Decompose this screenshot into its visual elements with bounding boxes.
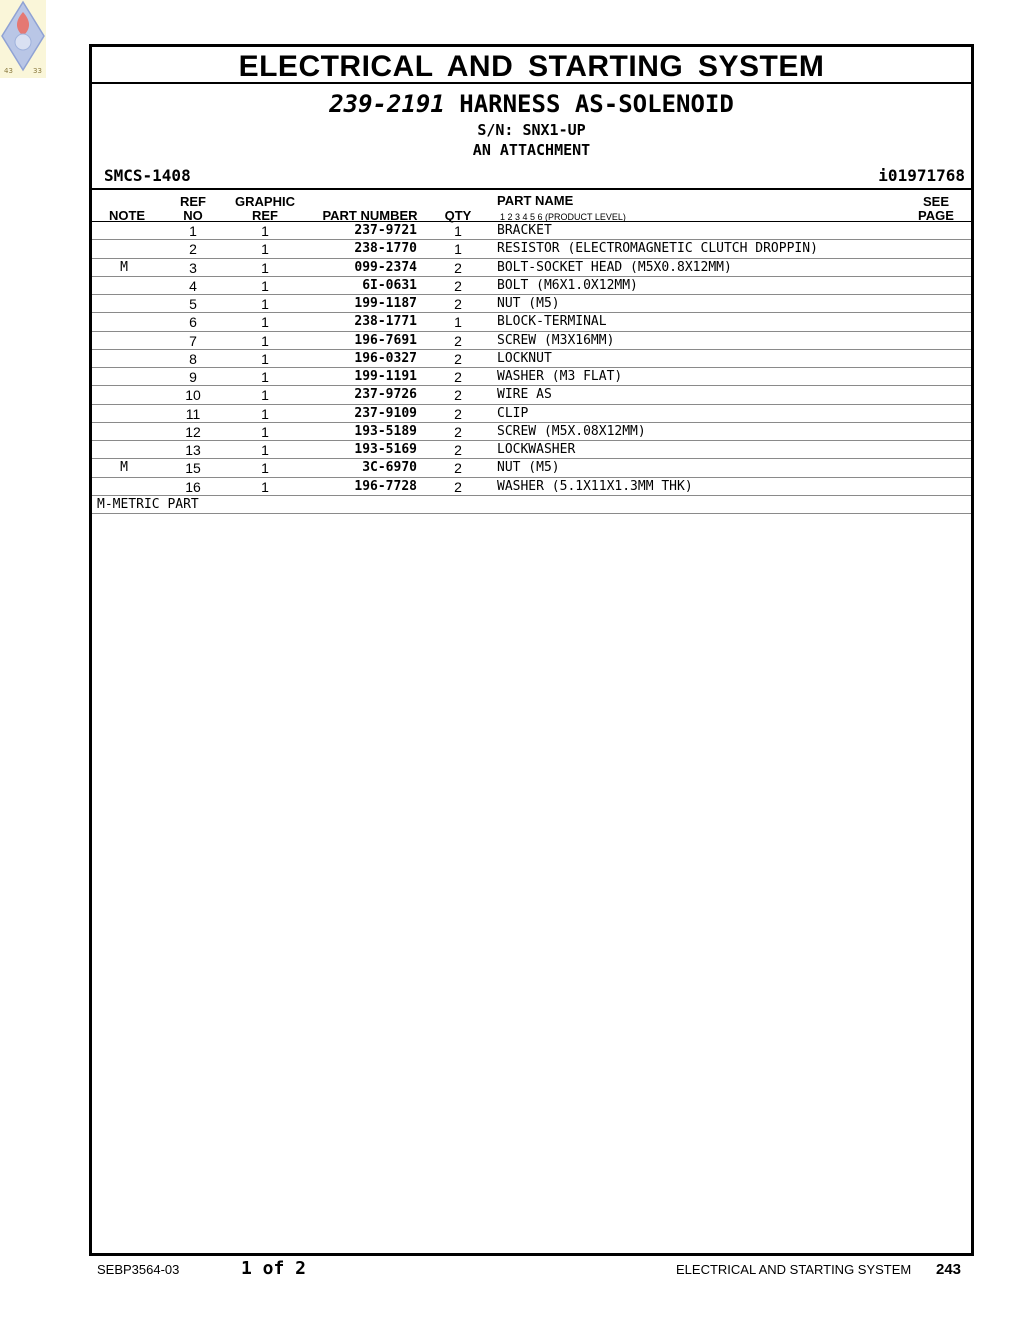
table-row bbox=[92, 405, 971, 423]
part-qty: 2 bbox=[454, 369, 462, 385]
header-top-rule bbox=[92, 188, 971, 190]
part-qty: 2 bbox=[454, 332, 462, 349]
part-graphic-ref: 1 bbox=[261, 369, 269, 385]
col-qty: QTY bbox=[444, 208, 472, 223]
part-graphic-ref: 1 bbox=[261, 387, 269, 404]
table-row bbox=[92, 259, 971, 277]
part-ref-no: 11 bbox=[185, 405, 201, 422]
part-number: 193-5189 bbox=[354, 423, 417, 439]
publisher-logo bbox=[0, 0, 46, 78]
note-legend: M-METRIC PART bbox=[97, 496, 199, 512]
part-graphic-ref: 1 bbox=[261, 241, 269, 258]
illustration-id: i01971768 bbox=[878, 166, 965, 185]
part-name: NUT (M5) bbox=[497, 296, 560, 311]
part-qty: 2 bbox=[454, 350, 462, 367]
table-row bbox=[92, 350, 971, 368]
col-ref-top: REF bbox=[180, 194, 206, 209]
part-graphic-ref: 1 bbox=[261, 423, 269, 440]
part-name: WASHER (M3 FLAT) bbox=[497, 369, 623, 384]
part-graphic-ref: 1 bbox=[261, 259, 269, 276]
part-graphic-ref: 1 bbox=[261, 223, 269, 239]
table-row bbox=[92, 423, 971, 441]
part-number: 099-2374 bbox=[354, 259, 417, 275]
footer-section: ELECTRICAL AND STARTING SYSTEM bbox=[676, 1262, 912, 1277]
part-name: WASHER (5.1X11X1.3MM THK) bbox=[497, 478, 693, 494]
col-ref-bottom: NO bbox=[183, 208, 203, 223]
part-qty: 2 bbox=[454, 296, 462, 312]
part-ref-no: 15 bbox=[185, 460, 201, 477]
part-graphic-ref: 1 bbox=[261, 314, 269, 331]
part-note: M bbox=[120, 259, 128, 275]
part-number: 196-7728 bbox=[354, 478, 417, 494]
col-part-number: PART NUMBER bbox=[322, 208, 418, 223]
part-ref-no: 2 bbox=[189, 241, 197, 258]
part-ref-no: 7 bbox=[189, 332, 197, 349]
part-qty: 2 bbox=[454, 405, 462, 422]
table-row bbox=[92, 459, 971, 477]
part-name: BRACKET bbox=[497, 223, 552, 238]
part-number: 237-9726 bbox=[354, 387, 417, 403]
part-name: RESISTOR (ELECTROMAGNETIC CLUTCH DROPPIN) bbox=[497, 241, 818, 257]
part-ref-no: 13 bbox=[185, 442, 201, 458]
parts-list-frame bbox=[89, 44, 974, 1256]
part-graphic-ref: 1 bbox=[261, 277, 269, 294]
section-title: ELECTRICAL AND STARTING SYSTEM bbox=[92, 47, 971, 84]
part-name: CLIP bbox=[497, 405, 529, 421]
part-ref-no: 12 bbox=[185, 423, 201, 440]
part-qty: 1 bbox=[454, 241, 462, 258]
part-name: BLOCK-TERMINAL bbox=[497, 314, 607, 330]
table-row bbox=[92, 313, 971, 331]
footer-doc-number: SEBP3564-03 bbox=[97, 1262, 180, 1277]
part-number: 199-1191 bbox=[354, 369, 417, 384]
attachment-label: AN ATTACHMENT bbox=[472, 141, 591, 159]
part-graphic-ref: 1 bbox=[261, 460, 269, 477]
part-ref-no: 8 bbox=[189, 350, 197, 367]
part-ref-no: 16 bbox=[185, 478, 201, 495]
part-name: BOLT-SOCKET HEAD (M5X0.8X12MM) bbox=[497, 259, 732, 275]
part-name: SCREW (M5X.08X12MM) bbox=[497, 423, 646, 439]
part-number: 3C-6970 bbox=[362, 460, 417, 476]
logo-number-right: 33 bbox=[33, 67, 42, 75]
table-row bbox=[92, 222, 971, 240]
part-graphic-ref: 1 bbox=[261, 405, 269, 422]
part-number: 193-5169 bbox=[354, 442, 417, 457]
logo-number-left: 43 bbox=[4, 67, 13, 75]
col-product-levels: 1 2 3 4 5 6 (PRODUCT LEVEL) bbox=[500, 212, 626, 222]
part-graphic-ref: 1 bbox=[261, 442, 269, 458]
part-note: M bbox=[120, 460, 128, 476]
part-number: 238-1771 bbox=[354, 314, 417, 330]
part-number: 196-7691 bbox=[354, 332, 417, 348]
part-ref-no: 3 bbox=[189, 259, 197, 276]
part-name: LOCKNUT bbox=[497, 350, 552, 366]
part-ref-no: 6 bbox=[189, 314, 197, 331]
part-qty: 2 bbox=[454, 277, 462, 294]
part-graphic-ref: 1 bbox=[261, 332, 269, 349]
col-part-name: PART NAME bbox=[497, 193, 574, 208]
footer-page-of: 1 of 2 bbox=[241, 1258, 307, 1279]
part-qty: 1 bbox=[454, 223, 462, 239]
parts-table-body bbox=[92, 222, 971, 514]
col-see-bottom: PAGE bbox=[918, 208, 954, 223]
col-graphic-bottom: REF bbox=[252, 208, 278, 223]
table-row bbox=[92, 441, 971, 459]
col-note: NOTE bbox=[108, 208, 146, 223]
part-name: NUT (M5) bbox=[497, 460, 560, 476]
part-ref-no: 1 bbox=[189, 223, 197, 239]
part-ref-no: 5 bbox=[189, 296, 197, 312]
col-graphic-top: GRAPHIC bbox=[235, 194, 295, 209]
part-graphic-ref: 1 bbox=[261, 296, 269, 312]
part-graphic-ref: 1 bbox=[261, 478, 269, 495]
assembly-part-number: 239-2191 bbox=[329, 90, 445, 118]
table-row bbox=[92, 240, 971, 258]
part-qty: 2 bbox=[454, 460, 462, 477]
part-graphic-ref: 1 bbox=[261, 350, 269, 367]
part-number: 196-0327 bbox=[354, 350, 417, 366]
footer-page-number: 243 bbox=[936, 1261, 962, 1278]
part-qty: 2 bbox=[454, 259, 462, 276]
part-ref-no: 10 bbox=[185, 387, 201, 404]
part-number: 238-1770 bbox=[354, 241, 417, 257]
part-qty: 2 bbox=[454, 387, 462, 404]
part-ref-no: 9 bbox=[189, 369, 197, 385]
table-row bbox=[92, 332, 971, 350]
part-number: 237-9721 bbox=[354, 223, 417, 238]
part-name: BOLT (M6X1.0X12MM) bbox=[497, 277, 638, 293]
col-see-top: SEE bbox=[922, 194, 949, 209]
part-ref-no: 4 bbox=[189, 277, 197, 294]
smcs-code: SMCS-1408 bbox=[104, 166, 191, 185]
part-name: WIRE AS bbox=[497, 387, 552, 403]
assembly-name: HARNESS AS-SOLENOID bbox=[459, 90, 734, 118]
part-name: LOCKWASHER bbox=[497, 442, 576, 457]
part-qty: 2 bbox=[454, 423, 462, 440]
table-row bbox=[92, 295, 971, 313]
table-row bbox=[92, 386, 971, 404]
table-row bbox=[92, 478, 971, 496]
part-qty: 2 bbox=[454, 442, 462, 458]
part-qty: 2 bbox=[454, 478, 462, 495]
part-name: SCREW (M3X16MM) bbox=[497, 332, 615, 348]
part-qty: 1 bbox=[454, 314, 462, 331]
table-row bbox=[92, 368, 971, 386]
serial-range: S/N: SNX1-UP bbox=[477, 121, 586, 139]
assembly-title bbox=[92, 89, 971, 119]
note-legend-row bbox=[92, 496, 971, 514]
table-row bbox=[92, 277, 971, 295]
part-number: 6I-0631 bbox=[362, 277, 417, 293]
part-number: 199-1187 bbox=[354, 296, 417, 311]
part-number: 237-9109 bbox=[354, 405, 417, 421]
